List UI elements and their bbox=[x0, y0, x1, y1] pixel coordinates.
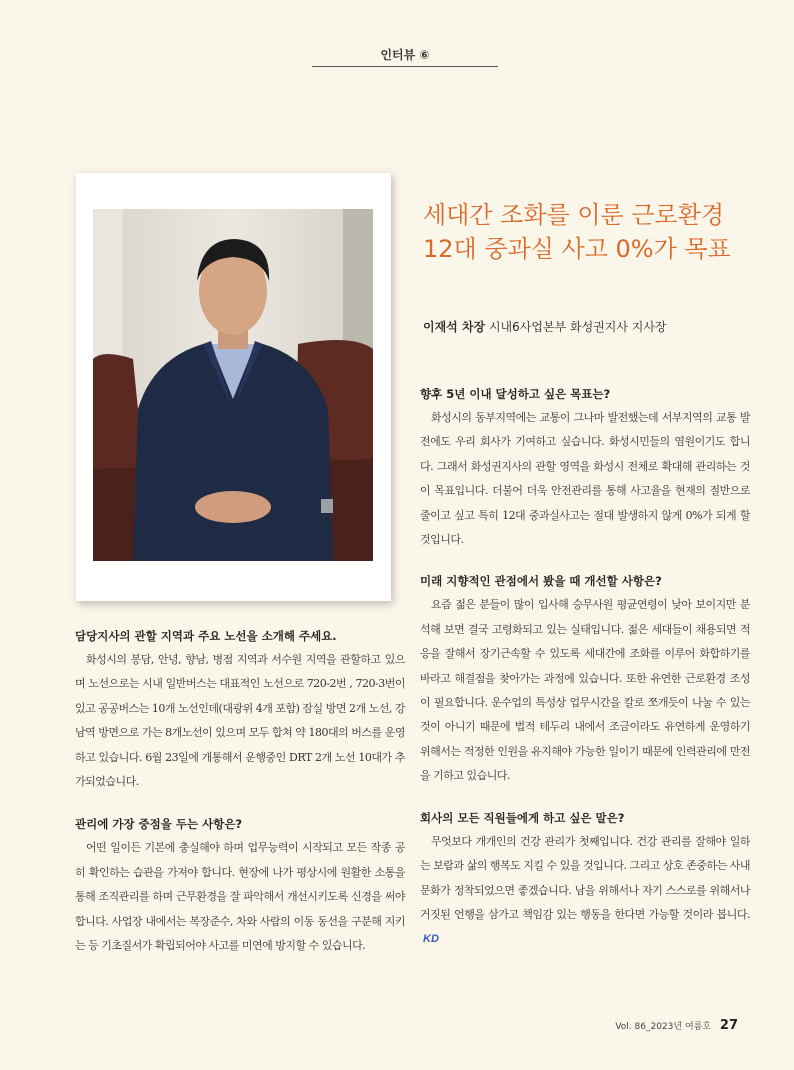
answer-3: 화성시의 동부지역에는 교통이 그나마 발전했는데 서부지역의 교통 발전에도 우리 회사가 기여하고 싶습니다. 화성시민들의 염원이기도 합니다. 그래서 화성권지사의 관할 영역을 화성시 전체로 확대해 관리하는 것이 목표입니다. 더불어 더욱 안전관리를 통해 사고율을 현재의 절반으로 줄이고 싶고 특히 12대 중과실사고는 절대 발생하지 않게 0%가 되게 할 것입니다. bbox=[420, 411, 750, 547]
portrait-photo-frame bbox=[76, 173, 391, 601]
interviewee-name: 이재석 차장 bbox=[423, 320, 486, 334]
question-3: 향후 5년 이내 달성하고 싶은 목표는? bbox=[420, 387, 611, 401]
portrait-photo bbox=[93, 209, 373, 561]
page-footer bbox=[615, 1018, 738, 1033]
section-label: 인터뷰 ⑥ bbox=[380, 48, 430, 62]
byline bbox=[423, 318, 667, 335]
issue-label: Vol. 86_2023년 여름호 bbox=[615, 1022, 712, 1032]
left-column bbox=[75, 628, 405, 958]
header-rule bbox=[312, 66, 498, 67]
answer-1: 화성시의 봉담, 안녕, 향남, 병점 지역과 서수원 지역을 관할하고 있으며 노선으로는 시내 일반버스는 대표적인 노선으로 720-2번 , 720-3번이 있고 공공버스는 10개 노선인데(대광위 4개 포함) 잠실 방면 2개 노선, 강남역 방면으로 가는 8개노선이 있으며 모두 합쳐 약 180대의 버스를 운영하고 있습니다. 6월 23일에 개통해서 운행중인 DRT 2개 노선 10대가 추가되었습니다. bbox=[75, 653, 405, 789]
question-5: 회사의 모든 직원들에게 하고 싶은 말은? bbox=[420, 810, 625, 825]
section-header bbox=[312, 46, 498, 63]
answer-2: 어떤 일이든 기본에 충실해야 하며 업무능력이 시작되고 모든 작종 공히 확인하는 습관을 가져야 합니다. 현장에 나가 평상시에 원활한 소통을 통해 조직관리를 하며 근무환경을 잘 파악해서 개선시키도록 신경을 써야 합니다. 사업장 내에서는 복장준수, 차와 사람의 이동 동선을 구분해 지키는 등 기초질서가 확립되어야 사고를 미연에 방지할 수 있습니다. bbox=[75, 841, 405, 953]
question-1: 담당지사의 관할 지역과 주요 노선을 소개해 주세요. bbox=[75, 629, 337, 643]
answer-5-text: 무엇보다 개개인의 건강 관리가 첫째입니다. 건강 관리를 잘해야 일하는 보람과 삶의 행복도 지킬 수 있을 것입니다. 그리고 상호 존중하는 사내 문화가 정착되었으면 좋겠습니다. 남을 위해서나 자기 스스로를 위해서나 거짓된 언행을 삼가고 책임감 있는 행동을 한다면 가능할 것이라 봅니다. bbox=[420, 834, 750, 921]
interviewee-role: 시내6사업본부 화성권지사 지사장 bbox=[488, 320, 667, 334]
article-title bbox=[423, 198, 763, 266]
right-column bbox=[420, 386, 750, 952]
page-number: 27 bbox=[719, 1018, 738, 1033]
question-4: 미래 지향적인 관점에서 봤을 때 개선할 사항은? bbox=[420, 574, 662, 589]
title-line-2: 12대 중과실 사고 0%가 목표 bbox=[423, 235, 731, 263]
answer-4: 요즘 젊은 분들이 많이 입사해 승무사원 평균연령이 낮아 보이지만 분석해 보면 결국 고령화되고 있는 실태입니다. 젊은 세대들이 채용되면 적응을 잘해서 장기근속할 수 있도록 세대간에 조화를 이루어 화합하기를 바라고 해결점을 찾아가는 과정에 있습니다. 또한 유연한 근로환경 조성이 필요합니다. 운수업의 특성상 업무시간을 칼로 쪼개듯이 나눌 수 있는 것이 아니기 때문에 법적 테두리 내에서 조금이라도 유연하게 운영하기 위해서는 적정한 인원을 유지해야 가능한 일이기 때문에 인력관리에 만전을 기하고 있습니다. bbox=[420, 598, 750, 783]
company-logo-icon: KD bbox=[423, 933, 439, 946]
title-line-1: 세대간 조화를 이룬 근로환경 bbox=[423, 201, 725, 229]
question-2: 관리에 가장 중점을 두는 사항은? bbox=[75, 817, 243, 832]
answer-5 bbox=[420, 830, 750, 952]
